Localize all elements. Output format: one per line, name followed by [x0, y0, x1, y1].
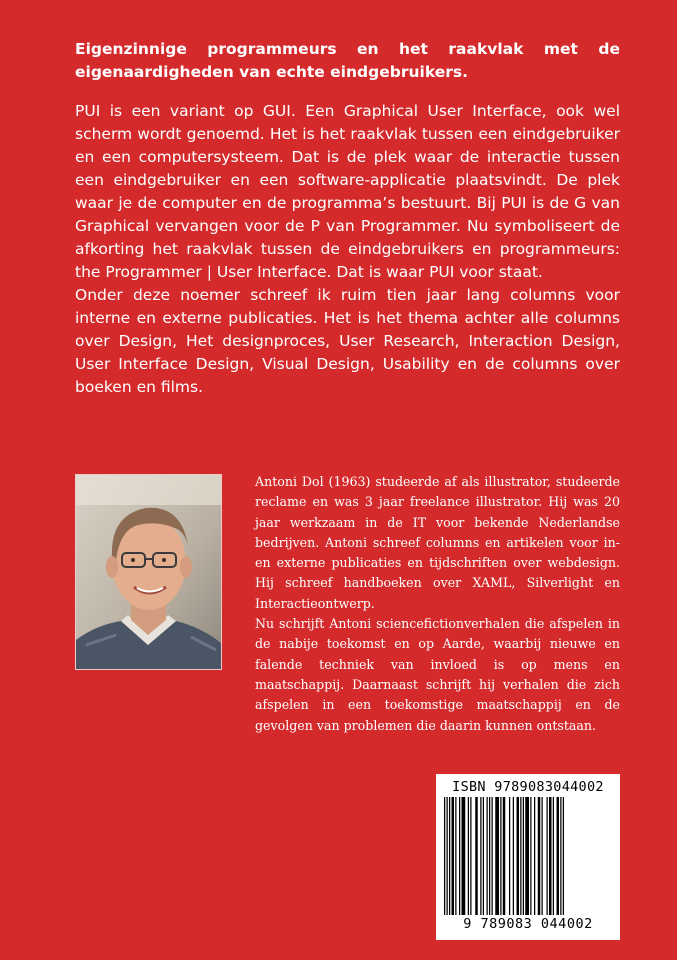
- barcode-bar: [449, 797, 450, 915]
- barcode-bar: [547, 797, 548, 915]
- barcode-bar: [459, 797, 460, 915]
- barcode-bar: [480, 797, 481, 915]
- barcode-digits: 9 789083 044002: [463, 916, 593, 932]
- barcode-bar: [483, 797, 484, 915]
- barcode-bar: [468, 797, 469, 915]
- barcode-bar: [520, 797, 521, 915]
- barcode-bar: [549, 797, 552, 915]
- barcode-bars: [442, 797, 614, 915]
- barcode-bar: [523, 797, 524, 915]
- barcode-bar: [542, 797, 543, 915]
- isbn-label: ISBN 9789083044002: [452, 779, 604, 795]
- barcode-bar: [560, 797, 561, 915]
- bio-paragraph: Nu schrijft Antoni sciencefictionverhalen die afspelen in de nabije toekomst en op Aarde, waarbij nieuwe en falende techniek van invloed is op mens en maatschappij. Daarnaast schrijft hij verhalen die zich afspelen in een toekomstige maatschappij en de gevolgen van problemen die daarin kunnen ontstaan.: [255, 616, 620, 733]
- barcode-bar: [563, 797, 564, 915]
- barcode-bar: [513, 797, 514, 915]
- back-cover-tagline: Eigenzinnige programmeurs en het raakvlak met de eigenaardigheden van echte eindgebruikers.: [75, 40, 620, 81]
- intro-text: [75, 100, 620, 399]
- barcode-bar: [538, 797, 541, 915]
- barcode-bar: [452, 797, 455, 915]
- barcode-bar: [557, 797, 560, 915]
- author-photo: [75, 474, 222, 670]
- barcode-bar: [487, 797, 488, 915]
- barcode-bar: [495, 797, 499, 915]
- intro-paragraph: Onder deze noemer schreef ik ruim tien jaar lang columns voor interne en externe publicaties. Het is het thema achter alle columns over Design, Het designproces, User Research, Interaction Design, User Interface Design, Visual Design, Usability en de columns over boeken en films.: [75, 286, 620, 396]
- barcode-bar: [447, 797, 448, 915]
- barcode-bar: [503, 797, 506, 915]
- barcode-bar: [530, 797, 531, 915]
- bio-paragraph: Antoni Dol (1963) studeerde af als illustrator, studeerde reclame en was 3 jaar freelance illustrator. Hij was 20 jaar werkzaam in de IT voor bekende Nederlandse bedrijven. Antoni schreef columns en artikelen voor in- en externe publicaties en tijdschriften over webdesign. Hij schreef handboeken over XAML, Silverlight en Interactieontwerp.: [255, 474, 620, 611]
- author-bio: [255, 472, 620, 736]
- barcode-bar: [500, 797, 501, 915]
- barcode-bar: [489, 797, 490, 915]
- barcode-bar: [470, 797, 471, 915]
- barcode-bar: [462, 797, 466, 915]
- barcode-bar: [475, 797, 478, 915]
- intro-paragraph: PUI is een variant op GUI. Een Graphical User Interface, ook wel scherm wordt genoemd. Het is het raakvlak tussen een eindgebruiker en een computersysteem. Dat is de plek waar de interactie tussen een eindgebruiker en een software-applicatie plaatsvindt. De plek waar je de computer en de programma’s bestuurt. Bij PUI is de G van Graphical vervangen voor de P van Programmer. Nu symboliseert de afkorting het raakvlak tussen de eindgebruikers en programmeurs: the Programmer | User Interface. Dat is waar PUI voor staat.: [75, 102, 620, 281]
- barcode-bar: [553, 797, 554, 915]
- barcode-bar: [455, 797, 456, 915]
- barcode-bar: [444, 797, 445, 915]
- barcode-bar: [525, 797, 529, 915]
- barcode-bar: [534, 797, 535, 915]
- barcode-bar: [492, 797, 493, 915]
- barcode-bar: [517, 797, 520, 915]
- barcode-bar: [509, 797, 510, 915]
- isbn-barcode: [436, 774, 620, 940]
